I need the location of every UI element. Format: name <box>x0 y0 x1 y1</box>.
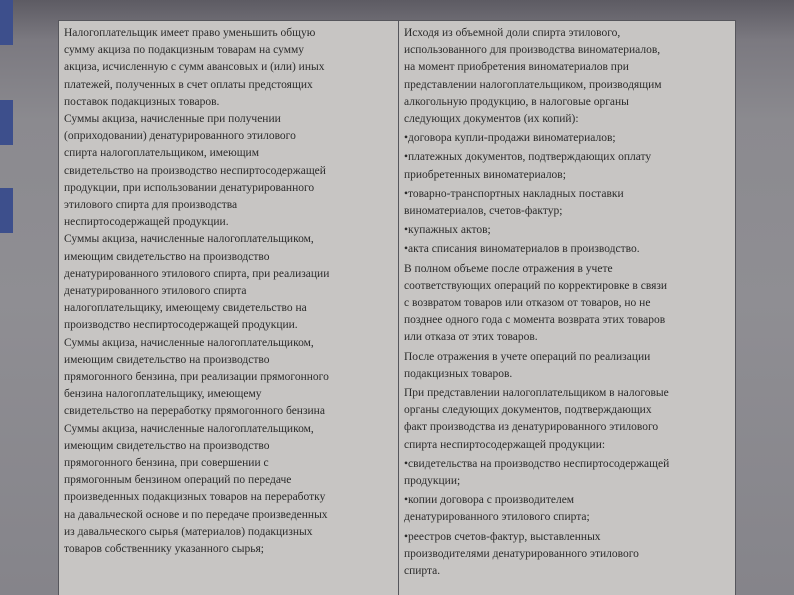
content-table <box>58 20 736 595</box>
right-item-production-certificate: •свидетельства на производство неспиртосодержащей продукции; <box>404 457 670 488</box>
left-paragraph-advance-payments: Налогоплательщик имеет право уменьшить общую сумму акциза по подакцизным товарам на сумму акциза, исчисленную с сумм авансовых и (или) иных платежей, полученных в счет оплаты предстоящих поставок подакцизных товаров. <box>64 27 325 108</box>
right-paragraph-wine-materials: Исходя из объемной доли спирта этилового, использованного для производства виноматериалов, на момент приобретения виноматериалов при представлении налогоплательщиком, производящим алкогольную продукцию, в налоговые органы следующих документов (их копий): <box>404 27 662 126</box>
right-item-waybills: •товарно-транспортных накладных поставки виноматериалов, счетов-фактур; <box>404 187 624 218</box>
right-column <box>399 21 735 595</box>
right-item-sale-contract: •договора купли-продажи виноматериалов; <box>404 132 616 145</box>
accent-bar-bottom <box>0 188 13 233</box>
left-paragraph-denatured-spirit-receipt: Суммы акциза, начисленные при получении (оприходовании) денатурированного этилового спирта налогоплательщиком, имеющим свидетельство на производство неспиртосодержащей продукции, при использовании денатурированного этилового спирта для производства неспиртосодержащей продукции. <box>64 113 326 229</box>
right-paragraph-after-sale: После отражения в учете операций по реализации подакцизных товаров. <box>404 350 651 380</box>
right-item-invoice-registers: •реестров счетов-фактур, выставленных производителями денатурированного этилового спирта. <box>404 530 639 578</box>
right-item-payment-documents: •платежных документов, подтверждающих оплату приобретенных виноматериалов; <box>404 151 652 181</box>
right-item-blending-acts: •купажных актов; <box>404 224 491 237</box>
left-paragraph-straight-run-gasoline-sale: Суммы акциза, начисленные налогоплательщиком, имеющим свидетельство на производство прямогонного бензина, при реализации прямогонного бензина налогоплательщику, имеющему свидетельство на переработку прямогонного бензина <box>64 336 329 418</box>
right-paragraph-documents-required: При представлении налогоплательщиком в налоговые органы следующих документов, подтверждающих факт производства из денатурированного этилового спирта неспиртосодержащей продукции: <box>404 387 669 451</box>
left-column <box>59 21 399 595</box>
left-paragraph-denatured-spirit-sale: Суммы акциза, начисленные налогоплательщиком, имеющим свидетельство на производство денатурированного этилового спирта, при реализации денатурированного этилового спирта налогоплательщику, имеющему свидетельство на производство неспиртосодержащей продукции. <box>64 233 330 332</box>
right-item-write-off-act: •акта списания виноматериалов в производство. <box>404 243 640 256</box>
right-item-contract-copy: •копии договора с производителем денатурированного этилового спирта; <box>404 494 590 524</box>
accent-bar-top <box>0 0 13 45</box>
left-paragraph-straight-run-gasoline-tolling: Суммы акциза, начисленные налогоплательщиком, имеющим свидетельство на производство прямогонного бензина, при совершении с прямогонным бензином операций по передаче произведенных подакцизных товаров на переработку на давальческой основе и по передаче произведенных из давальческого сырья (материалов) подакцизных товаров собственнику указанного сырья; <box>64 422 328 556</box>
accent-bar-middle <box>0 100 13 145</box>
right-paragraph-returns: В полном объеме после отражения в учете соответствующих операций по корректировке в связи с возвратом товаров или отказом от товаров, но не позднее одного года с момента возврата этих товаров или отказа от этих товаров. <box>404 262 668 344</box>
